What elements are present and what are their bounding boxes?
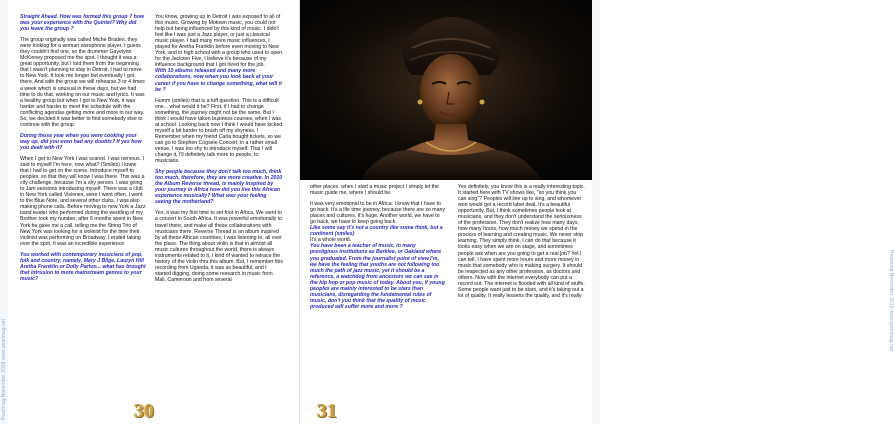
answer-text: Humm (smiles) that is a tuff question. This is a difficult one... what would it be? First, if I had to change something, the journey might not be the same. But I think I would have taken business courses, when I was at school. Looking back now I think I would have kicked myself a bit harder to brush off my shyness. I Remember when my friend Carla bought tickets, so we can go to Stephen Cogsele Concert, in a rather small venue, I was too shy to introduce myself. That I will change it, I'll definitely talk more to people, to musicians. [155,97,283,165]
answer-text: other places. when I start a music project I simply let the music guide me, where I should be. [310,184,439,197]
artist-photo [300,0,600,180]
answer-text: When I got to New York I was scared. I was nervous. I said to myself I'm here, now what? (Smiles) I knew that I had to get on the scene. Introduce myself to peoples, so that they will know I was there. This was a city challenge, because I'm a shy person. I was going to Jam sessions introducing myself. There was a club in New York called Visiones, were I went often. I went to the Blue Note, and several other clubs. I was also making phone calls. Before moving to new York a Jazz band leader who performed during the wedding of my Brother took my number, after 6 months spent in New York he gave me a call, telling me the String Trio of New York was looking for a violinist for the time their violinist was performing on Broadway. I ended taking over the spot. It was an incredible experience [20,155,146,247]
answer-text: Yes, it was my first time to set foot in Africa. We went to a concert in South Africa. It was powerful emotionally to travel there, and make all these collaborations with musicians there. Reverse Thread is an album inspired by all these African countries, I was listening to, all over the place. The thing about violin is that in almost all music cultures throughout the world, there is always instruments related to it, I kind of wanted to retrace the history of the violin thru this album. But, I remember this recording from Uganda, it was so beautiful, and I started digging, doing some research in music from Mali, Cameroun and from several [155,210,284,283]
right-column-2 [458,184,586,304]
question-text: You have been a teacher of music, in many prestigious institutions as Berklee, or Oakland where you graduated. From the journalist point of view I'm, we have the feeling that youths are not following too much the path of jazz music, yet it should be a reference, a watchdog from ancestors we can see in the hip hop or pop music of today. About you, if young peoples are mainly interested to be stars than musicians, disregarding the fundamental rules of music, don't you think that the quality of music produced will suffer more and more ? [310,243,445,310]
question-text: With 10 albums released and many more collaborations, now when you look back at your career if you have to change something, what will it be ? [155,68,282,93]
artist-portrait-image [300,0,600,180]
answer-text: It's a whole world. [310,237,352,244]
right-page-margin [592,0,600,424]
right-page: other places. when I start a music project I simply let the music guide me, where I should be. It was very emotional to be in Africa. I know that I have to go back. It's a life time journey, because there are so many places and cultures. It's huge. Another world, we have to go back, we have to keep going back. Like some say it's not a country like some think, but a continent (smiles) It's a whole world. You have been a teacher of music, in many prestigious institutions as Berklee, or Oakland where you graduated. From the journalist point of view I'm, we have the feeling that youths are not following too much the path of jazz music, yet it should be a reference, a watchdog from ancestors we can see in the hip hop or pop music of today. About you, if young peoples are mainly interested to be stars than musicians, disregarding the fundamental rules of music, don't you think that the quality of music produced will suffer more and more ? Yes definitely, you know this is a really interesting topic. It started here with TV shows like, "so you think you can sing"? Peoples will line up to sing, and whomever won would get a record label deal. It's a beautiful opportunity. But, I think sometimes people look at musicians, and they don't understand the seriousness of the profession. They don't realize how many days, how many hours, how much money we spend in the process of learning and creating music. We never stop learning. They simply think, I can do that because it looks easy when we are on stage, and sometimes people ask when are you going to get a real job? Yet I can tell, I have spent more hours and more money in music that somebody who is making surgery. It should be respected as any other profession, as doctors and others. Now with the internet everybody can put a record out. The internet is flooded with all kind of stuffs. Some people want just to be stars, and it's taking out a lot of quality. It really lessens the quality, and it's really 31 Pearlmag November 2019 www.pearlmag.net [300,0,600,424]
question-text: Straight Ahead. How was formed this group ? how was your experience with the Quintet? Why did you leave the group ? [20,14,145,33]
answer-text: You know, growing up in Detroit I was exposed to all of this music. Growing by Motown music, you could not help but being influenced by this kind of music. I didn't feel like I was just a Jazz player, or just a classical music player. I had many more music influences, I played for Aretha Franklin before even moving to New York, and in high school with a group who used to open for the Jackson Five, I believe it's because of my influence background that I got hired for the job. [155,14,282,69]
question-text: You worked with contemporary musicians of pop, folk and country, namely, Mary J Blige, Lauryn Hill Aretha Franklin or Dolly Parton... what has brought that intrusion to more mainstream genres to your music? [20,251,146,282]
page-number-left: 30 [134,400,154,422]
page-number-right: 31 [317,400,337,422]
left-column-2 [155,14,283,288]
question-text: Shy people because they don't talk too much, think too much, therefore, they are more creative. In 2010 the Album Reverse thread, is mainly inspired by your journey in Africa how did you live this African experience musically? What was your feeling seeing the motherland? [155,169,283,206]
answer-text: The group originally was called Miche Braden, they were looking for a woman saxophone player, I guess they couldn't find one, so the drummer Gayelynn McKinney proposed me the spot. I thought it was a great opportunity, but I told them from the beginning that I wasn't planning to stay in Detroit, I had to move to New York. It took me longer but eventually I got there. And with the group we will rehearse 3 or 4 times a week which is unusual in these days, but we had time to do that, working on our music and lyrics. It was a healthy group but when I got to New York, it was harder and harder to meet the schedule with the conflicting agendas getting more and more in our way. So, we decided it was better to find somebody else to continue with the group. [20,37,145,128]
left-page [0,0,300,424]
question-text: During those year when you were cooking your way up, did you even had any doubts? If yes how you dealt with it? [20,132,142,151]
answer-text: It was very emotional to be in Africa. I know that I have to go back. It's a life time journey, because there are so many places and cultures. It's huge. Another world, we have to go back, we have to keep going back. [310,201,445,226]
answer-text: Yes definitely, you know this is a really interesting topic. It started here with TV shows like, "so you think you can sing"? Peoples will line up to sing, and whomever won would get a record label deal. It's a beautiful opportunity. But, I think sometimes people look at musicians, and they don't understand the seriousness of the profession. They don't realize how many days, how many hours, how much money we spend in the process of learning and creating music. We never stop learning. They simply think, I can do that because it looks easy when we are on stage, and sometimes people ask when are you going to get a real job? Yet I can tell, I have spent more hours and more money in music that somebody who is making surgery. It should be respected as any other profession, as doctors and others. Now with the internet everybody can put a record out. The internet is flooded with all kind of stuffs. Some people want just to be stars, and it's taking out a lot of quality. It really lessens the quality, and it's really [458,184,585,299]
left-column-1 [20,14,146,287]
right-column-1 [310,184,445,315]
left-page-vertical-label: Pearlmag November 2019 www.pearlmag.net [1,319,7,420]
question-text: Like some say it's not a country like some think, but a continent (smiles) [310,225,443,238]
